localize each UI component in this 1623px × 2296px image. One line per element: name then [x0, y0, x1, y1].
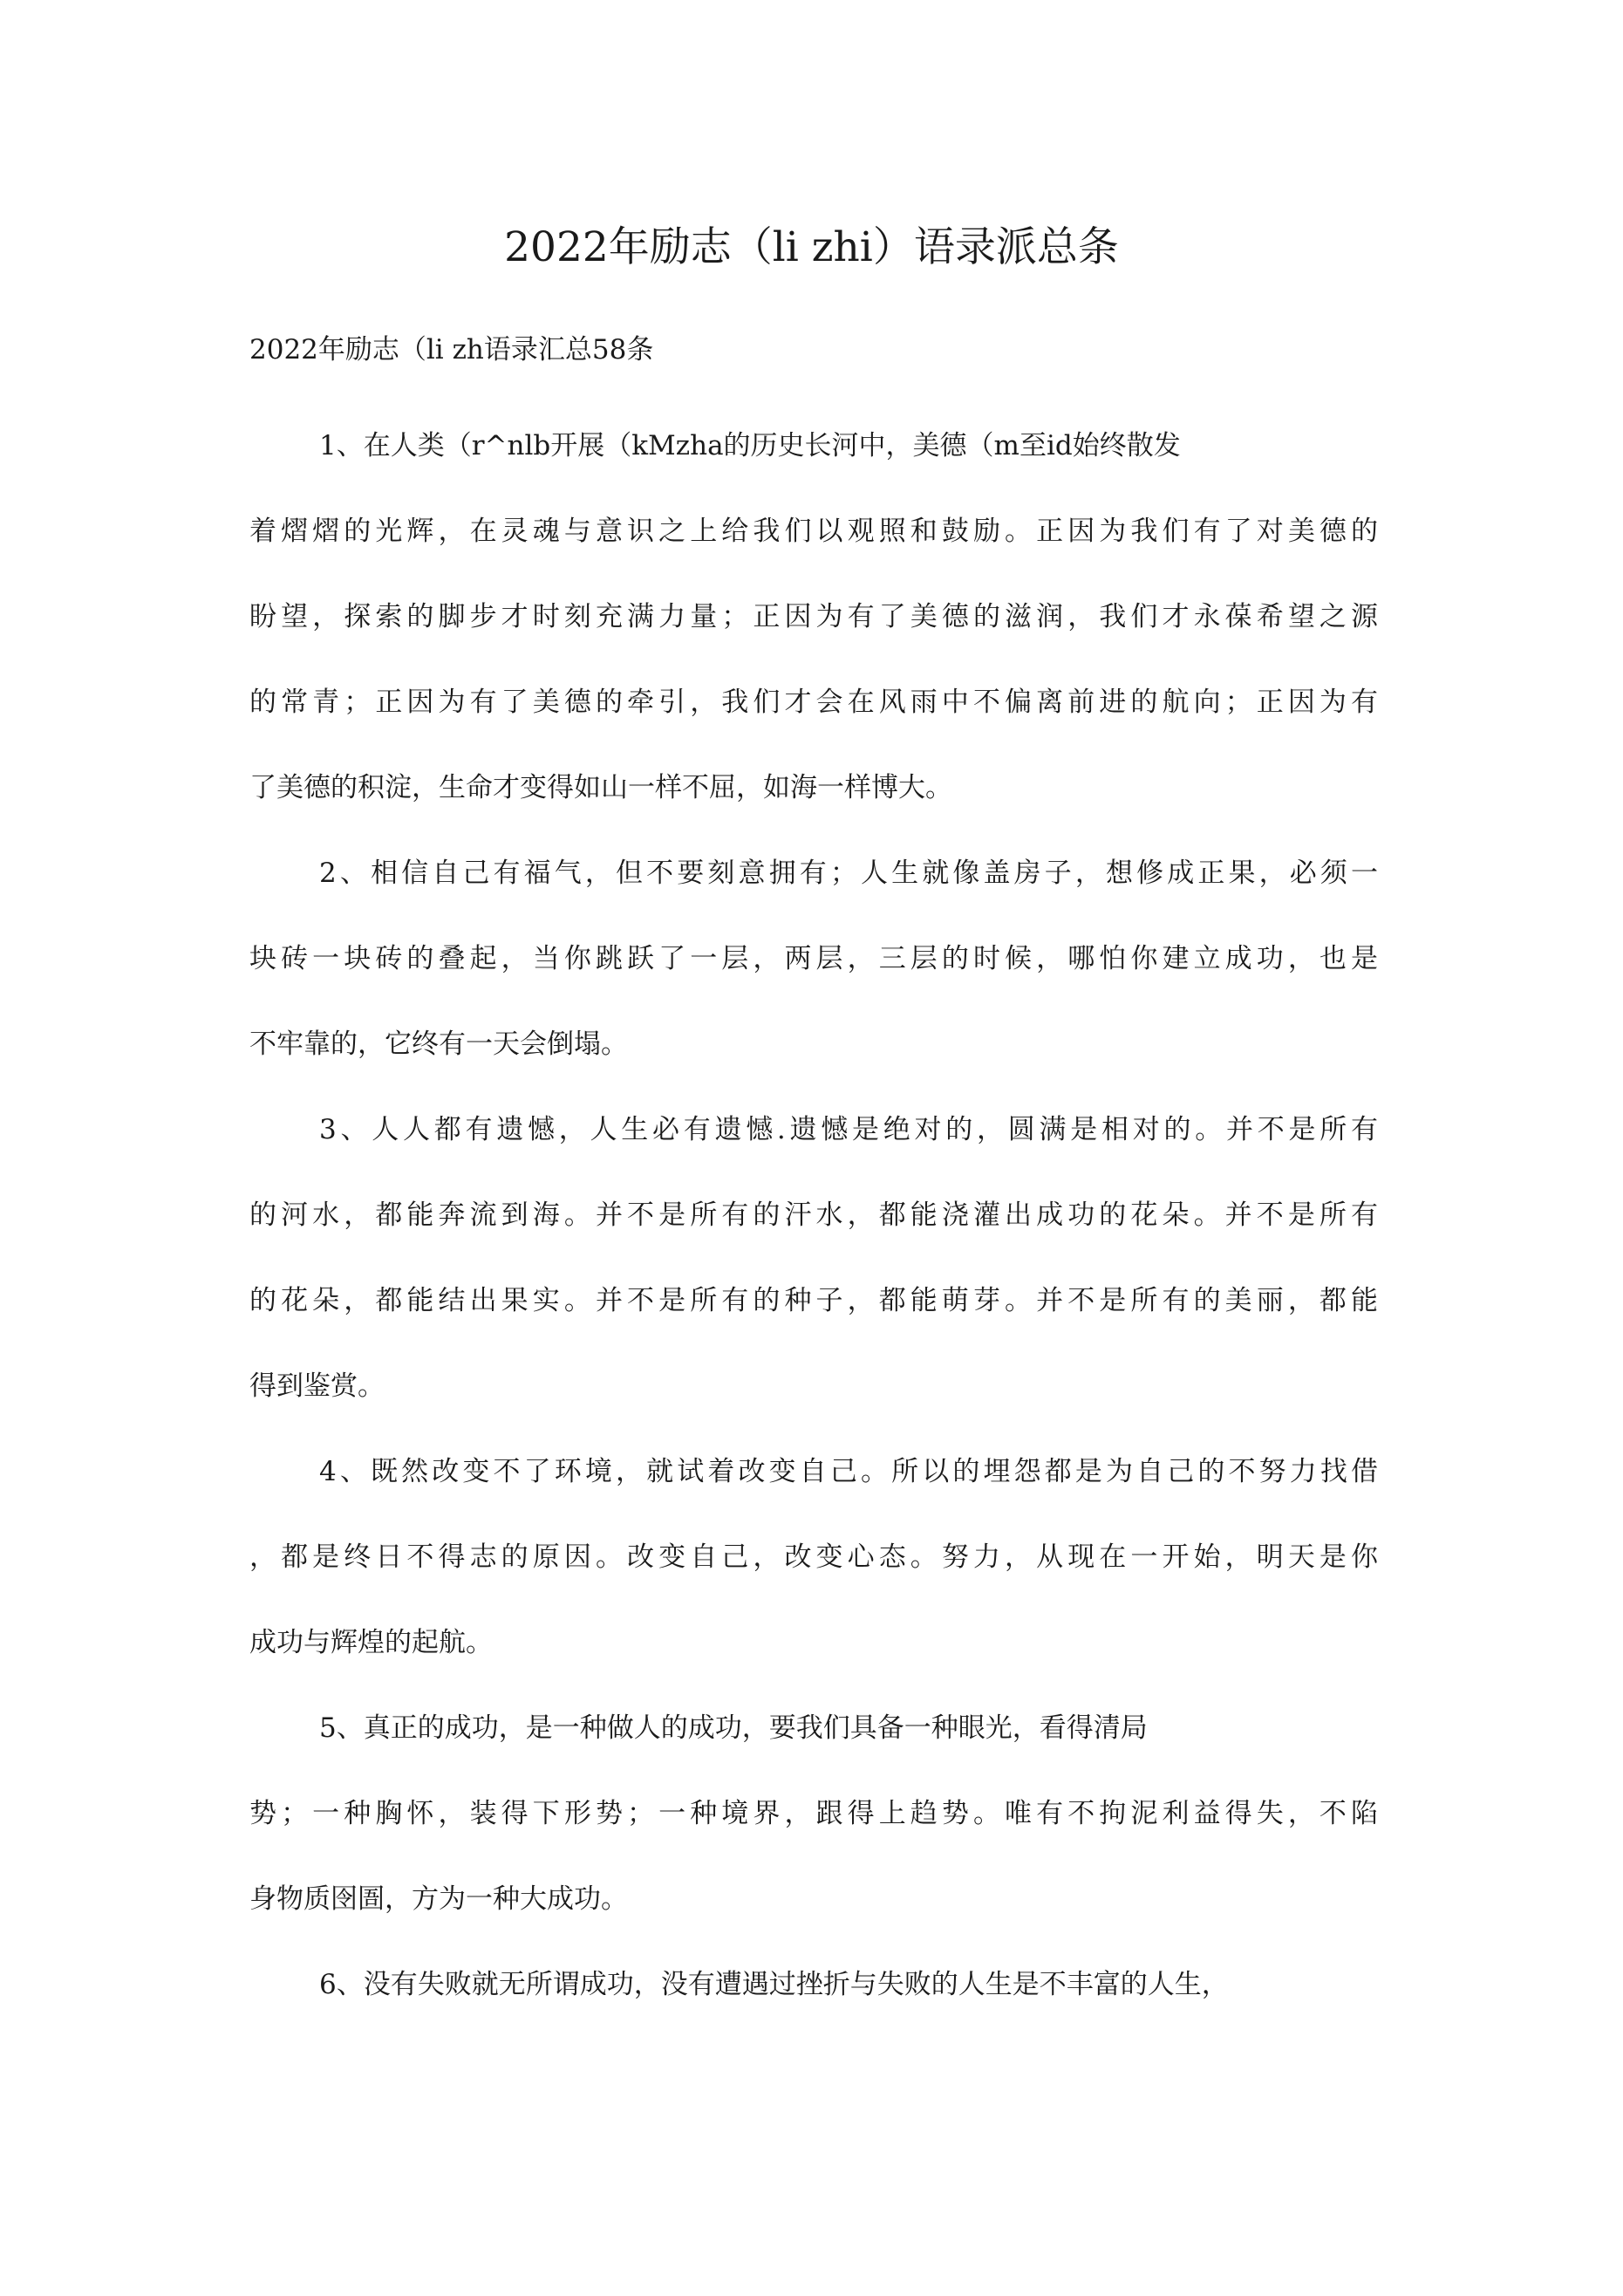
document-title: 2022年励志（li zhi）语录派总条 — [504, 223, 1119, 271]
paragraph-1-line-3: 盼望，探索的脚步才时刻充满力量；正因为有了美德的滋润，我们才永葆希望之源 — [249, 601, 1378, 632]
paragraph-1-line-2: 着熠熠的光辉，在灵魂与意识之上给我们以观照和鼓励。正因为我们有了对美德的 — [249, 516, 1378, 547]
document-subtitle: 2022年励志（li zh语录汇总58条 — [249, 334, 654, 366]
paragraph-2-line-2: 块砖一块砖的叠起，当你跳跃了一层，两层，三层的时候，哪怕你建立成功，也是 — [249, 943, 1378, 974]
paragraph-3-line-4: 得到鉴赏。 — [249, 1370, 385, 1402]
paragraph-3-line-1: 3、人人都有遗憾，人生必有遗憾.遗憾是绝对的，圆满是相对的。并不是所有 — [319, 1114, 1378, 1145]
paragraph-1-line-5: 了美德的积淀，生命才变得如山一样不屈，如海一样博大。 — [249, 772, 952, 803]
paragraph-5-line-3: 身物质囹圄，方为一种大成功。 — [249, 1883, 628, 1915]
paragraph-4-line-2: ，都是终日不得志的原因。改变自己，改变心态。努力，从现在一开始，明天是你 — [249, 1541, 1378, 1573]
paragraph-5-line-2: 势；一种胸怀，装得下形势；一种境界，跟得上趋势。唯有不拘泥利益得失，不陷 — [249, 1798, 1378, 1829]
paragraph-4-line-3: 成功与辉煌的起航。 — [249, 1627, 493, 1658]
paragraph-5-line-1: 5、真正的成功，是一种做人的成功，要我们具备一种眼光，看得清局 — [319, 1712, 1148, 1744]
paragraph-2-line-1: 2、相信自己有福气，但不要刻意拥有；人生就像盖房子，想修成正果，必须一 — [319, 858, 1378, 889]
paragraph-3-line-3: 的花朵，都能结出果实。并不是所有的种子，都能萌芽。并不是所有的美丽，都能 — [249, 1285, 1378, 1316]
paragraph-2-line-3: 不牢靠的，它终有一天会倒塌。 — [249, 1028, 628, 1060]
paragraph-1-line-4: 的常青；正因为有了美德的牵引，我们才会在风雨中不偏离前进的航向；正因为有 — [249, 687, 1378, 718]
paragraph-6-line-1: 6、没有失败就无所谓成功，没有遭遇过挫折与失败的人生是不丰富的人生， — [319, 1969, 1229, 2000]
paragraph-1-line-1: 1、在人类（r^nlb开展（kMzha的历史长河中，美德（m至id始终散发 — [319, 430, 1181, 461]
paragraph-4-line-1: 4、既然改变不了环境，就试着改变自己。所以的埋怨都是为自己的不努力找借 — [319, 1456, 1378, 1487]
paragraph-3-line-2: 的河水，都能奔流到海。并不是所有的汗水，都能浇灌出成功的花朵。并不是所有 — [249, 1199, 1378, 1231]
